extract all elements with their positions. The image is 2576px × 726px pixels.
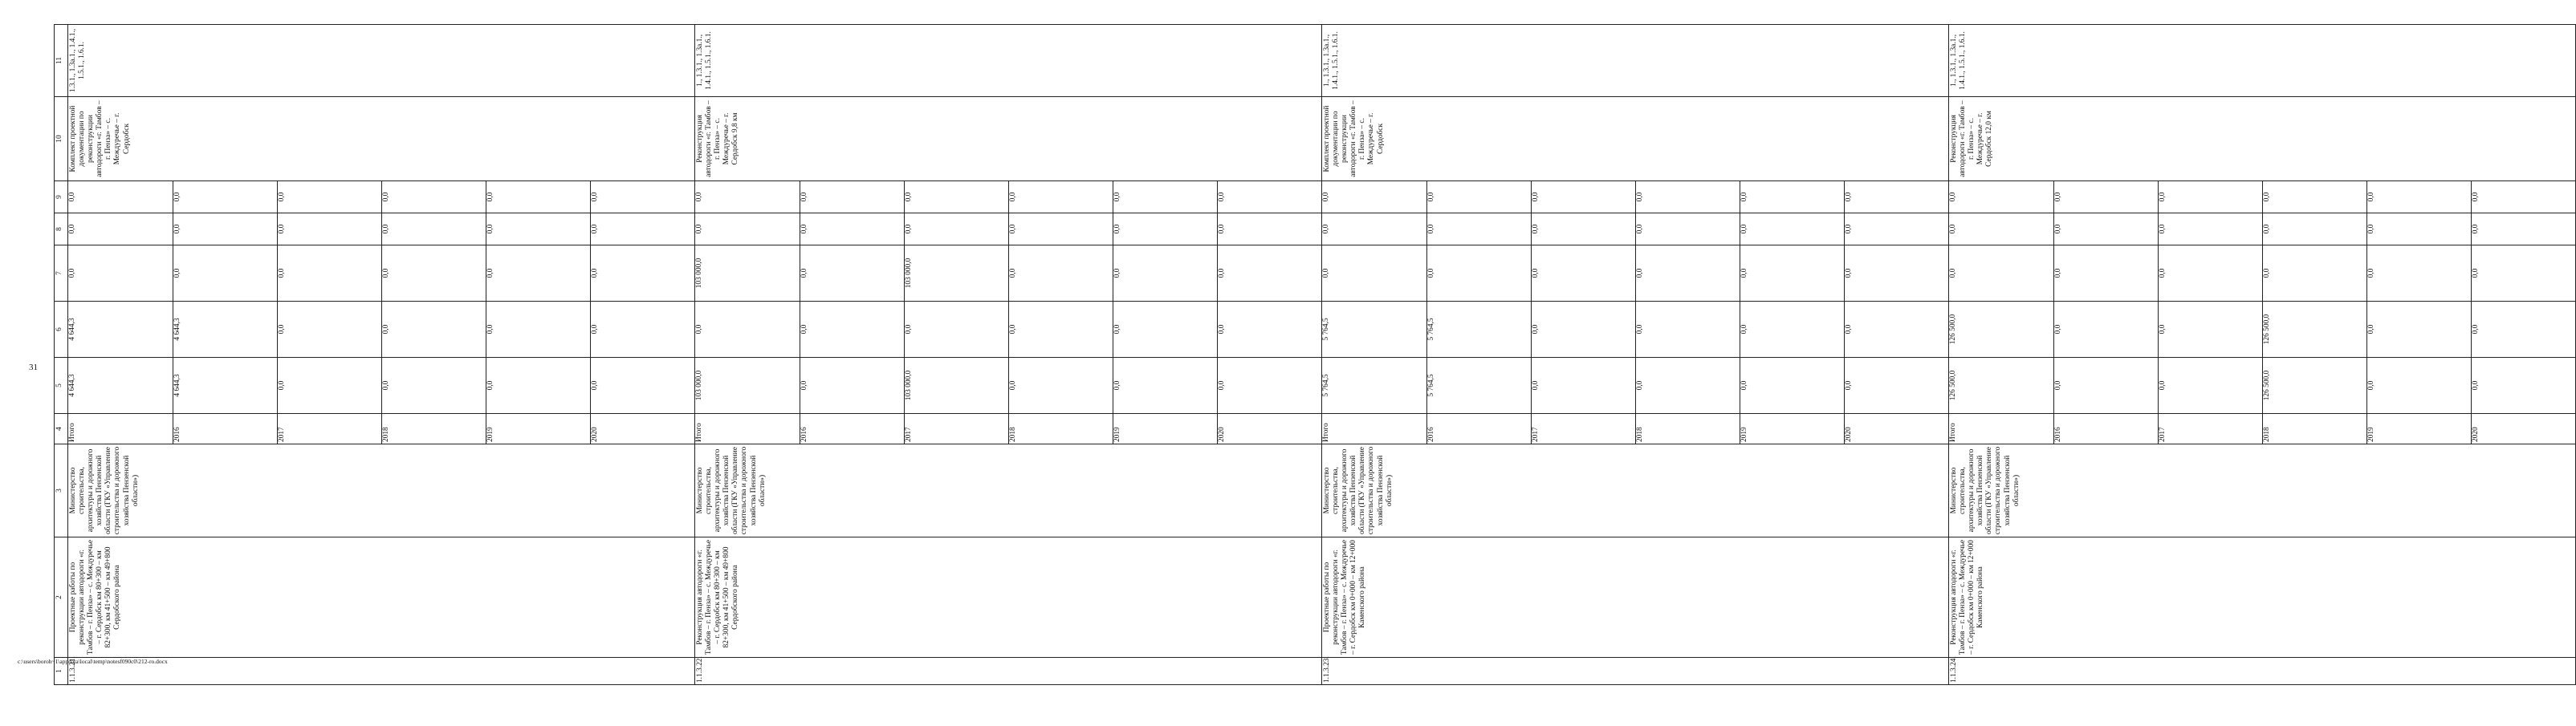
other-sources-cell-value: 0,0 [1113,181,1217,213]
other-sources-cell-value: 0,0 [486,181,590,213]
total-funding-cell-value: 4 644,3 [173,358,277,413]
regional-budget-cell [1322,302,1949,358]
col-header-6: 6 [55,302,68,358]
regional-budget-cell-value: 0,0 [1217,324,1226,335]
total-funding-cell [1949,358,2576,414]
local-budget-cell-value: 0,0 [2471,224,2480,234]
table-row [1949,25,2576,685]
years-cell-value: Итого [1322,414,1426,444]
years-cell-value: 2020 [1217,427,1226,442]
federal-budget-cell-value: 0,0 [381,245,486,301]
table-row [1322,25,1949,685]
federal-budget-cell-value: 0,0 [590,268,599,278]
years-cell [1322,414,1949,444]
regional-budget-cell-value: 0,0 [2471,324,2480,335]
expected-result: Комплект проектной документации по реконструкции автодороги «г. Тамбов – г. Пенза» – с. Междуречье – г. Сердобск [1322,97,1949,181]
other-sources-cell-value: 0,0 [904,181,1008,213]
local-budget-cell-value: 0,0 [904,213,1008,245]
federal-budget-cell-value: 0,0 [2366,245,2471,301]
federal-budget-cell-value: 0,0 [2158,245,2262,301]
indicator-links: 1., 1.3.1., 1.3а.1., 1.4.1., 1.5.1., 1.6.1. [1322,25,1949,97]
other-sources-cell [1949,181,2576,213]
regional-budget-cell-value: 0,0 [1113,302,1217,357]
other-sources-cell-value: 0,0 [1740,181,1844,213]
local-budget-cell-value: 0,0 [68,213,173,245]
regional-budget-cell-value: 0,0 [904,302,1008,357]
local-budget-cell-value: 0,0 [381,213,486,245]
item-number: 1.1.3.21. [68,658,695,685]
regional-budget-cell-value: 0,0 [1740,302,1844,357]
local-budget-cell-value: 0,0 [1113,213,1217,245]
years-cell-value: 2018 [1008,414,1113,444]
local-budget-cell-value: 0,0 [590,224,599,234]
regional-budget-cell [1949,302,2576,358]
federal-budget-cell-value: 0,0 [1844,268,1853,278]
federal-budget-cell [1322,245,1949,302]
local-budget-cell-value: 0,0 [1008,213,1113,245]
expected-result: Комплект проектной документации по реконструкции автодороги «г. Тамбов – г. Пенза» – с. Междуречье – г. Сердобск [68,97,695,181]
local-budget-cell-value: 0,0 [1844,224,1853,234]
federal-budget-cell-value: 0,0 [800,245,904,301]
federal-budget-cell-value: 0,0 [486,245,590,301]
total-funding-cell-value: 0,0 [277,358,381,413]
regional-budget-cell-value: 0,0 [1008,302,1113,357]
local-budget-cell-value: 0,0 [486,213,590,245]
other-sources-cell-value: 0,0 [1426,181,1531,213]
other-sources-cell-value: 0,0 [381,181,486,213]
years-cell-value: Итого [1949,414,2053,444]
total-funding-cell-value: 103 000,0 [695,358,800,413]
indicator-links: 1.3.1., 1.3а.1., 1.4.1., 1.5.1., 1.6.1. [68,25,695,97]
regional-budget-cell [695,302,1322,358]
total-funding-cell-value: 0,0 [800,358,904,413]
other-sources-cell-value: 0,0 [68,181,173,213]
local-budget-cell-value: 0,0 [800,213,904,245]
years-cell-value: Итого [695,414,800,444]
responsible-executor: Министерство строительства, архитектуры и дорожного хозяйства Пензенской области (ГКУ «Управление строительства и дорожного хозяйства Пензенской области») [68,444,695,537]
federal-budget-cell-value: 0,0 [1008,245,1113,301]
total-funding-cell-value: 5 764,5 [1322,358,1426,413]
regional-budget-cell-value: 0,0 [800,302,904,357]
col-header-10: 10 [55,97,68,181]
federal-budget-cell-value: 0,0 [1113,245,1217,301]
other-sources-cell-value: 0,0 [173,181,277,213]
other-sources-cell [695,181,1322,213]
federal-budget-cell-value: 0,0 [1217,268,1226,278]
local-budget-cell [68,213,695,245]
local-budget-cell-value: 0,0 [1217,224,1226,234]
years-cell-value: 2019 [1740,414,1844,444]
total-funding-cell [695,358,1322,414]
local-budget-cell-value: 0,0 [1322,213,1426,245]
local-budget-cell-value: 0,0 [1740,213,1844,245]
years-cell-value: 2016 [800,414,904,444]
other-sources-cell-value: 0,0 [695,181,800,213]
years-cell-value: 2017 [904,414,1008,444]
years-cell-value: 2017 [277,414,381,444]
regional-budget-cell-value: 126 500,0 [2262,302,2366,357]
regional-budget-cell-value: 0,0 [2053,302,2158,357]
other-sources-cell-value: 0,0 [1217,192,1226,202]
local-budget-cell-value: 0,0 [277,213,381,245]
years-cell-value: 2017 [1531,414,1635,444]
local-budget-cell-value: 0,0 [2158,213,2262,245]
total-funding-cell-value: 0,0 [2366,358,2471,413]
indicator-links: 1., 1.3.1., 1.3а.1., 1.4.1., 1.5.1., 1.6.1. [1949,25,2576,97]
federal-budget-cell [68,245,695,302]
regional-budget-cell-value: 0,0 [2158,302,2262,357]
col-header-2: 2 [55,537,68,658]
item-number: 1.1.3.24. [1949,658,2576,685]
other-sources-cell-value: 0,0 [2471,192,2480,202]
years-cell-value: 2016 [173,414,277,444]
program-table [54,24,2576,685]
federal-budget-cell-value: 0,0 [1426,245,1531,301]
total-funding-cell-value: 0,0 [486,358,590,413]
years-cell-value: 2019 [486,414,590,444]
responsible-executor: Министерство строительства, архитектуры и дорожного хозяйства Пензенской области (ГКУ «Управление строительства и дорожного хозяйства Пензенской области») [1322,444,1949,537]
federal-budget-cell-value: 0,0 [1322,245,1426,301]
regional-budget-cell-value: 0,0 [695,302,800,357]
total-funding-cell-value: 0,0 [590,380,599,391]
local-budget-cell [695,213,1322,245]
regional-budget-cell-value: 5 764,5 [1426,302,1531,357]
regional-budget-cell-value: 4 644,3 [68,302,173,357]
other-sources-cell-value: 0,0 [2158,181,2262,213]
local-budget-cell-value: 0,0 [1635,213,1740,245]
measure-name: Реконструкция автодороги «г. Тамбов – г. Пенза» – с. Междуречье – г. Сердобск км 0+000 – км 12+000 Каменского района [1949,537,2576,658]
regional-budget-cell-value: 0,0 [277,302,381,357]
other-sources-cell-value: 0,0 [2053,181,2158,213]
col-header-1: 1 [55,658,68,685]
federal-budget-cell-value: 103 000,0 [695,245,800,301]
table-row [68,25,695,685]
federal-budget-cell [1949,245,2576,302]
total-funding-cell-value: 103 000,0 [904,358,1008,413]
regional-budget-cell-value: 0,0 [590,324,599,335]
other-sources-cell-value: 0,0 [1949,181,2053,213]
federal-budget-cell-value: 0,0 [2262,245,2366,301]
federal-budget-cell-value: 0,0 [1949,245,2053,301]
federal-budget-cell-value: 103 000,0 [904,245,1008,301]
federal-budget-cell [695,245,1322,302]
item-number: 1.1.3.22. [695,658,1322,685]
local-budget-cell-value: 0,0 [1949,213,2053,245]
total-funding-cell-value: 4 644,3 [68,358,173,413]
federal-budget-cell-value: 0,0 [173,245,277,301]
total-funding-cell-value: 0,0 [2158,358,2262,413]
total-funding-cell-value: 0,0 [1635,358,1740,413]
local-budget-cell-value: 0,0 [2366,213,2471,245]
years-cell-value: Итого [68,414,173,444]
years-cell-value: 2020 [2471,427,2480,442]
col-header-3: 3 [55,444,68,537]
years-cell-value: 2016 [1426,414,1531,444]
regional-budget-cell-value: 0,0 [1635,302,1740,357]
other-sources-cell-value: 0,0 [277,181,381,213]
regional-budget-cell-value: 0,0 [1844,324,1853,335]
total-funding-cell-value: 0,0 [1531,358,1635,413]
regional-budget-cell-value: 0,0 [381,302,486,357]
local-budget-cell [1949,213,2576,245]
years-cell-value: 2018 [1635,414,1740,444]
total-funding-cell-value: 5 764,5 [1426,358,1531,413]
local-budget-cell [1322,213,1949,245]
other-sources-cell-value: 0,0 [1844,192,1853,202]
years-cell [1949,414,2576,444]
other-sources-cell [1322,181,1949,213]
regional-budget-cell [68,302,695,358]
years-cell-value: 2020 [1844,427,1853,442]
total-funding-cell-value: 126 500,0 [2262,358,2366,413]
years-cell-value: 2018 [2262,414,2366,444]
total-funding-cell-value: 0,0 [1008,358,1113,413]
col-header-5: 5 [55,358,68,414]
regional-budget-cell-value: 5 764,5 [1322,302,1426,357]
measure-name: Реконструкция автодороги «г. Тамбов – г. Пенза» – с. Междуречье – г. Сердобск км 80+300 – км 82+300, км 41+500 – км 49+800 Сердобского района [695,537,1322,658]
regional-budget-cell-value: 126 500,0 [1949,302,2053,357]
total-funding-cell-value: 0,0 [1113,358,1217,413]
total-funding-cell-value: 0,0 [1740,358,1844,413]
total-funding-cell-value: 0,0 [1844,380,1853,391]
years-cell-value: 2018 [381,414,486,444]
local-budget-cell-value: 0,0 [1426,213,1531,245]
total-funding-cell-value: 0,0 [2053,358,2158,413]
col-header-9: 9 [55,181,68,213]
other-sources-cell-value: 0,0 [2366,181,2471,213]
total-funding-cell-value: 0,0 [2471,380,2480,391]
expected-result: Реконструкция автодороги «г. Тамбов – г. Пенза» – с. Междуречье – г. Сердобск 12,0 км [1949,97,2576,181]
years-cell-value: 2019 [1113,414,1217,444]
federal-budget-cell-value: 0,0 [2053,245,2158,301]
local-budget-cell-value: 0,0 [173,213,277,245]
regional-budget-cell-value: 0,0 [1531,302,1635,357]
responsible-executor: Министерство строительства, архитектуры и дорожного хозяйства Пензенской области (ГКУ «Управление строительства и дорожного хозяйства Пензенской области») [1949,444,2576,537]
federal-budget-cell-value: 0,0 [1531,245,1635,301]
years-cell-value: 2017 [2158,414,2262,444]
footer-file-path: c:\users\boroh~1\appdata\local\temp\notesf090c0\212-ro.docx [18,658,168,665]
years-cell [68,414,695,444]
local-budget-cell-value: 0,0 [2053,213,2158,245]
item-number: 1.1.3.23. [1322,658,1949,685]
other-sources-cell-value: 0,0 [2262,181,2366,213]
regional-budget-cell-value: 0,0 [486,302,590,357]
years-cell-value: 2019 [2366,414,2471,444]
other-sources-cell-value: 0,0 [1531,181,1635,213]
col-header-8: 8 [55,213,68,245]
page-number: 31 [29,363,38,372]
regional-budget-cell-value: 4 644,3 [173,302,277,357]
total-funding-cell [68,358,695,414]
total-funding-cell-value: 0,0 [1217,380,1226,391]
expected-result: Реконструкция автодороги «г. Тамбов – г. Пенза» – с. Междуречье – г. Сердобск 9,8 км [695,97,1322,181]
other-sources-cell-value: 0,0 [590,192,599,202]
other-sources-cell-value: 0,0 [800,181,904,213]
federal-budget-cell-value: 0,0 [2471,268,2480,278]
rotated-table-container [54,25,2480,685]
federal-budget-cell-value: 0,0 [277,245,381,301]
years-cell [695,414,1322,444]
other-sources-cell-value: 0,0 [1635,181,1740,213]
federal-budget-cell-value: 0,0 [1740,245,1844,301]
federal-budget-cell-value: 0,0 [1635,245,1740,301]
other-sources-cell-value: 0,0 [1322,181,1426,213]
other-sources-cell-value: 0,0 [1008,181,1113,213]
total-funding-cell-value: 0,0 [381,358,486,413]
local-budget-cell-value: 0,0 [2262,213,2366,245]
regional-budget-cell-value: 0,0 [2366,302,2471,357]
header-row [55,25,68,685]
col-header-11: 11 [55,25,68,97]
local-budget-cell-value: 0,0 [695,213,800,245]
local-budget-cell-value: 0,0 [1531,213,1635,245]
measure-name: Проектные работы по реконструкции автодороги «г. Тамбов – г. Пенза» – с. Междуречье – г. Сердобск км 80+300 – км 82+300, км 41+500 – км 49+800 Сердобского района [68,537,695,658]
other-sources-cell [68,181,695,213]
col-header-7: 7 [55,245,68,302]
total-funding-cell [1322,358,1949,414]
measure-name: Проектные работы по реконструкции автодороги «г. Тамбов – г. Пенза» – с. Междуречье – г. Сердобск км 0+000 – км 12+000 Каменского района [1322,537,1949,658]
total-funding-cell-value: 126 500,0 [1949,358,2053,413]
years-cell-value: 2020 [590,427,599,442]
table-row [695,25,1322,685]
federal-budget-cell-value: 0,0 [68,245,173,301]
indicator-links: 1., 1.3.1., 1.3а.1., 1.4.1., 1.5.1., 1.6.1. [695,25,1322,97]
responsible-executor: Министерство строительства, архитектуры и дорожного хозяйства Пензенской области (ГКУ «Управление строительства и дорожного хозяйства Пензенской области») [695,444,1322,537]
col-header-4: 4 [55,414,68,444]
years-cell-value: 2016 [2053,414,2158,444]
